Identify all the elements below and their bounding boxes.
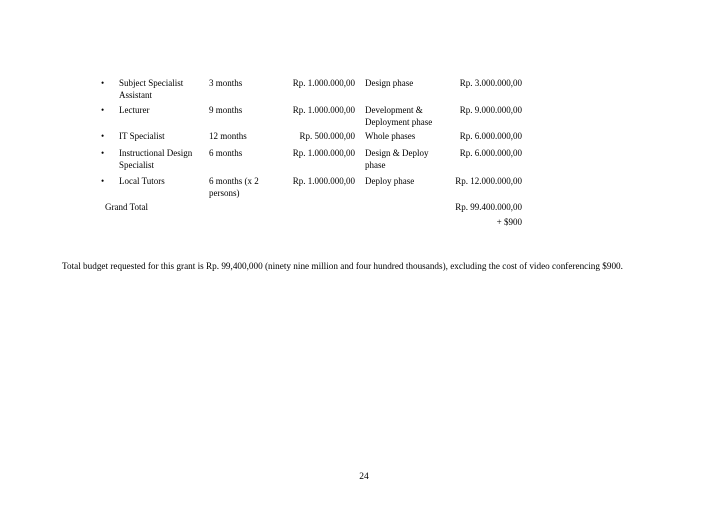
bullet: • [101, 78, 105, 88]
role-line: Subject Specialist [119, 78, 184, 88]
phase-cell: Design phase [365, 78, 414, 88]
phase-cell: Deploy phase [365, 176, 415, 186]
bullet: • [101, 131, 105, 141]
page-number: 24 [359, 472, 369, 482]
rate-cell: Rp. 1.000.000,00 [292, 78, 355, 88]
total-cell: Rp. 3.000.000,00 [459, 78, 522, 88]
phase-cell: Whole phases [365, 131, 416, 141]
bullet: • [101, 148, 105, 158]
phase-line: phase [365, 159, 386, 170]
role-line: Specialist [119, 159, 154, 170]
role-cell [119, 78, 183, 101]
role-cell: Local Tutors [119, 176, 165, 186]
bullet: • [101, 176, 105, 186]
phase-cell [365, 148, 429, 171]
rate-cell: Rp. 1.000.000,00 [292, 105, 355, 115]
role-cell: IT Specialist [119, 131, 165, 141]
role-line: Assistant [119, 89, 153, 100]
rate-cell: Rp. 500.000,00 [299, 131, 355, 141]
duration-cell: 3 months [209, 78, 243, 88]
grand-total-label: Grand Total [105, 202, 148, 212]
role-line: Instructional Design [119, 148, 193, 158]
duration-cell [209, 176, 259, 199]
rate-cell: Rp. 1.000.000,00 [292, 176, 355, 186]
phase-line: Deployment phase [365, 116, 433, 127]
duration-line: persons) [209, 187, 240, 198]
role-cell: Lecturer [119, 105, 150, 115]
phase-line: Design & Deploy [365, 148, 429, 158]
role-cell [119, 148, 192, 171]
phase-line: Development & [365, 105, 423, 115]
total-cell: Rp. 6.000.000,00 [459, 131, 522, 141]
bullet: • [101, 105, 105, 115]
grand-total-value [430, 202, 522, 228]
duration-line: 6 months (x 2 [209, 176, 259, 186]
phase-cell [365, 105, 432, 128]
duration-cell: 6 months [209, 148, 243, 158]
duration-cell: 12 months [209, 131, 247, 141]
total-cell: Rp. 12.000.000,00 [455, 176, 522, 186]
total-cell: Rp. 6.000.000,00 [459, 148, 522, 158]
total-cell: Rp. 9.000.000,00 [459, 105, 522, 115]
budget-summary-paragraph: Total budget requested for this grant is Rp. 99,400,000 (ninety nine million and four hundred thousands), excluding the cost of video conferencing $900. [62, 261, 623, 272]
grand-total-amount: Rp. 99.400.000,00 [455, 202, 522, 212]
duration-cell: 9 months [209, 105, 243, 115]
grand-total-extra: + $900 [496, 216, 522, 227]
rate-cell: Rp. 1.000.000,00 [292, 148, 355, 158]
